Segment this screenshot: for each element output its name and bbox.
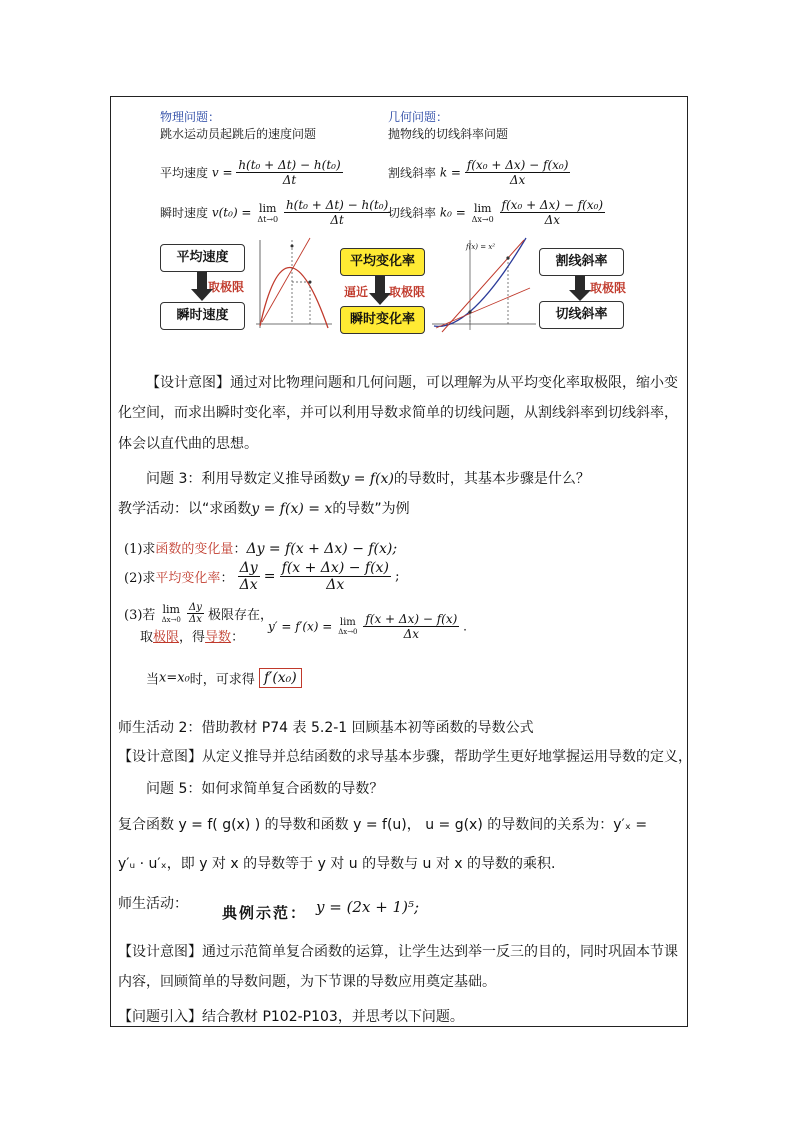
step-3-take: 取	[140, 630, 154, 645]
inst-speed-limit	[255, 202, 280, 224]
step-2-prefix: (2)求	[124, 571, 156, 586]
tangent-slope-fraction	[500, 198, 606, 227]
inst-speed-label: 瞬时速度	[160, 206, 209, 220]
take-limit-right-label: 取极限	[590, 281, 627, 295]
step-3-lhs: y′ = f′(x) =	[268, 619, 333, 634]
activity-2: 师生活动 2：借助教材 P74 表 5.2-1 回顾基本初等函数的导数公式	[118, 720, 534, 736]
avg-speed-numerator: h(t₀ + Δt) − h(t₀)	[238, 158, 341, 172]
activity-3-label: 师生活动：	[118, 896, 188, 912]
tangent-slope-limit	[470, 202, 496, 224]
tangent-box: 切线斜率	[539, 301, 624, 329]
question-3-text-b: 的导数时，其基本步骤是什么？	[393, 471, 590, 487]
step-3-small-denominator: Δx	[189, 614, 202, 625]
tangent-slope-lhs: k₀ =	[439, 205, 466, 220]
avg-speed-lhs: v =	[211, 165, 233, 180]
when-text-b: 时，可求得	[189, 672, 255, 688]
step-2-end: ;	[395, 569, 400, 584]
secant-box: 割线斜率	[539, 248, 624, 276]
tangent-slope-formula	[388, 198, 605, 227]
example-label: 典例示范：	[222, 904, 308, 922]
velocity-curve-graph	[252, 236, 334, 336]
step-3-formula-limit	[336, 617, 359, 636]
parabola-function-label: f(x) = x²	[466, 243, 496, 251]
design-intent-3-line1: 【设计意图】通过示范简单复合函数的运算，让学生达到举一反三的目的，同时巩固本节课	[118, 944, 678, 960]
inst-speed-box: 瞬时速度	[160, 302, 245, 330]
step-2	[124, 560, 399, 593]
down-arrow-icon	[568, 276, 592, 302]
take-limit-mid-label: 取极限	[389, 285, 426, 299]
avg-speed-box: 平均速度	[160, 244, 245, 272]
secant-slope-lhs: k =	[439, 165, 461, 180]
step-1	[124, 538, 397, 557]
lim-text: lim	[258, 201, 277, 215]
secant-slope-label: 割线斜率	[388, 166, 437, 180]
geometry-subtitle: 抛物线的切线斜率问题	[388, 127, 509, 141]
step-3-fraction	[363, 612, 459, 641]
question-3-text-a: 问题 3：利用导数定义推导函数	[146, 471, 342, 487]
geometry-heading: 几何问题：	[388, 110, 449, 124]
physics-heading: 物理问题：	[160, 110, 221, 124]
step-3-end: .	[463, 619, 467, 634]
step-3-small-fraction	[187, 602, 204, 625]
step-2-rhs-denominator: Δx	[326, 577, 345, 593]
step-1-prefix: (1)求	[124, 542, 156, 557]
inst-speed-fraction	[284, 198, 390, 227]
step-3-line1	[124, 602, 273, 625]
step-3-limit	[160, 603, 183, 624]
step-3-denominator: Δx	[403, 627, 420, 641]
lim-text: lim	[339, 617, 356, 628]
physics-subtitle: 跳水运动员起跳后的速度问题	[160, 127, 317, 141]
when-text-a: 当	[146, 672, 160, 688]
tangent-slope-numerator: f(x₀ + Δx) − f(x₀)	[501, 198, 604, 212]
step-2-lhs-numerator: Δy	[239, 560, 258, 576]
lim-text: lim	[162, 603, 180, 616]
down-arrow-icon	[368, 276, 392, 306]
step-3-small-numerator: Δy	[189, 602, 202, 613]
when-line	[146, 668, 302, 688]
teaching-activity-function: y = f(x) = x	[251, 501, 333, 517]
down-arrow-icon	[190, 272, 214, 302]
step-1-formula: Δy = f(x + Δx) − f(x);	[246, 541, 398, 557]
design-intent-1-line3: 体会以直代曲的思想。	[118, 436, 258, 452]
step-1-keyword: 函数的变化量	[155, 542, 234, 557]
avg-speed-denominator: Δt	[282, 173, 297, 187]
question-3	[146, 468, 590, 488]
when-math: x=x₀	[159, 670, 190, 686]
lim-subscript: Δt→0	[257, 214, 279, 224]
step-1-colon: ：	[233, 542, 247, 557]
tangent-slope-label: 切线斜率	[388, 206, 437, 220]
avg-speed-fraction	[236, 158, 342, 187]
step-2-rhs-numerator: f(x + Δx) − f(x)	[281, 560, 389, 576]
boxed-derivative: f′(x₀)	[259, 668, 302, 688]
design-intent-1-line2: 化空间，而求出瞬时变化率，并可以利用导数求简单的切线问题，从割线斜率到切线斜率，	[118, 405, 678, 421]
composite-line2: y′ᵤ · u′ₓ，即 y 对 x 的导数等于 y 对 u 的导数与 u 对 x 的导数的乘积.	[118, 856, 556, 872]
lim-subscript: Δx→0	[338, 628, 358, 636]
secant-slope-numerator: f(x₀ + Δx) − f(x₀)	[466, 158, 569, 172]
step-2-rhs-fraction	[280, 560, 391, 593]
design-intent-1-line1: 【设计意图】通过对比物理问题和几何问题，可以理解为从平均变化率取极限，缩小变	[146, 375, 678, 391]
step-3-derivative-word: 导数	[205, 630, 232, 645]
inst-speed-formula	[160, 198, 390, 227]
lim-subscript: Δx→0	[471, 214, 494, 224]
step-3-limit-word: 极限	[153, 630, 180, 645]
secant-slope-denominator: Δx	[509, 173, 526, 187]
inst-rate-box: 瞬时变化率	[340, 306, 425, 334]
step-3-colon: ：	[231, 630, 245, 645]
step-3-numerator: f(x + Δx) − f(x)	[365, 612, 458, 626]
step-3-prefix: (3)若	[124, 608, 156, 623]
tangent-slope-denominator: Δx	[544, 213, 561, 227]
composite-line1: 复合函数 y = f( g(x) ) 的导数和函数 y = f(u)， u = g(x) 的导数间的关系为：y′ₓ =	[118, 817, 648, 833]
teaching-activity	[118, 498, 410, 518]
inst-speed-lhs: v(t₀) =	[211, 205, 252, 220]
problem-intro: 【问题引入】结合教材 P102-P103，并思考以下问题。	[118, 1009, 464, 1025]
parabola-graph	[430, 236, 538, 336]
secant-slope-formula	[388, 158, 570, 187]
step-2-colon: ：	[220, 571, 234, 586]
take-limit-left-label: 取极限	[208, 280, 245, 294]
step-2-keyword: 平均变化率	[155, 571, 221, 586]
step-3-formula	[268, 612, 467, 641]
step-2-lhs-denominator: Δx	[239, 577, 258, 593]
lim-subscript: Δx→0	[161, 616, 181, 624]
step-3-comma: ，得	[179, 630, 206, 645]
step-2-equals: =	[263, 568, 276, 585]
avg-speed-formula	[160, 158, 343, 187]
design-intent-2: 【设计意图】从定义推导并总结函数的求导基本步骤，帮助学生更好地掌握运用导数的定义，	[118, 749, 692, 765]
design-intent-3-line2: 内容，回顾简单的导数问题，为下节课的导数应用奠定基础。	[118, 974, 496, 990]
question-3-function: y = f(x)	[341, 471, 394, 487]
inst-speed-denominator: Δt	[330, 213, 344, 227]
lim-text: lim	[473, 201, 492, 215]
avg-speed-label: 平均速度	[160, 166, 209, 180]
approach-label: 逼近	[344, 285, 369, 299]
teaching-activity-text-a: 教学活动：以“求函数	[118, 501, 252, 517]
teaching-activity-text-b: 的导数”为例	[332, 501, 410, 517]
secant-slope-fraction	[465, 158, 571, 187]
inst-speed-numerator: h(t₀ + Δt) − h(t₀)	[285, 198, 389, 212]
step-2-lhs-fraction	[238, 560, 260, 593]
question-5: 问题 5：如何求简单复合函数的导数？	[146, 781, 384, 797]
step-3-line2	[140, 626, 244, 645]
step-3-suffix: 极限存在，	[208, 608, 274, 623]
avg-rate-box: 平均变化率	[340, 248, 425, 276]
example-formula: y = (2x + 1)⁵;	[316, 898, 420, 916]
